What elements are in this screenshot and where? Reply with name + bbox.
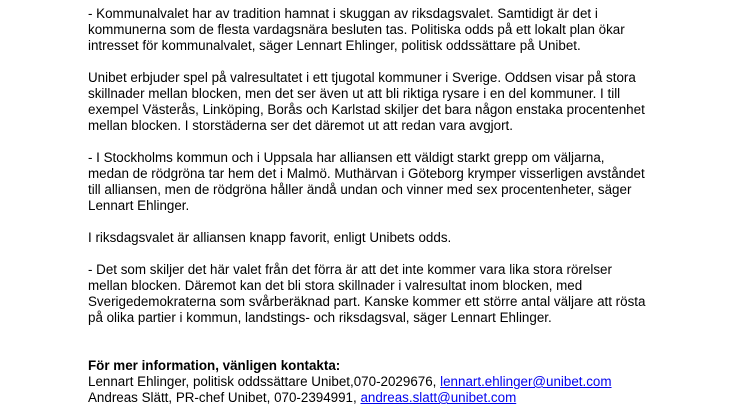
contact-andreas-text: Andreas Slätt, PR-chef Unibet, 070-2394991, xyxy=(88,390,361,405)
contact-section xyxy=(88,358,648,406)
email-link-lennart[interactable]: lennart.ehlinger@unibet.com xyxy=(440,374,612,389)
email-link-andreas[interactable]: andreas.slatt@unibet.com xyxy=(360,390,517,405)
paragraph-riksdagsval: I riksdagsvalet är alliansen knapp favorit, enligt Unibets odds. xyxy=(88,230,452,245)
paragraph-stockholm-uppsala: - I Stockholms kommun och i Uppsala har alliansen ett väldigt starkt grepp om väljarna, medan de rödgröna tar hem det i Malmö. Muthärvan i Göteborg krymper visserligen avståndet till alliansen, men de rödgröna håller ändå undan och vinner med sex procentenheter, säger Lennart Ehlinger. xyxy=(88,150,645,213)
paragraph-kommunalval: - Kommunalvalet har av tradition hamnat i skuggan av riksdagsvalet. Samtidigt är det i kommunerna som de flesta vardagsnära besluten tas. Politiska odds på ett lokalt plan ökar intresset för kommunalvalet, säger Lennart Ehlinger, politisk oddssättare på Unibet. xyxy=(88,6,625,53)
press-release-body xyxy=(88,6,648,406)
contact-andreas xyxy=(88,390,648,406)
contact-lennart-text: Lennart Ehlinger, politisk oddssättare Unibet,070-2029676, xyxy=(88,374,441,389)
paragraph-blocken: - Det som skiljer det här valet från det förra är att det inte kommer vara lika stora rörelser mellan blocken. Däremot kan det bli stora skillnader i valresultat inom blocken, med Sverigedemokraterna som svårberäknad part. Kanske kommer ett större antal väljare att rösta på olika partier i kommun, landstings- och riksdagsval, säger Lennart Ehlinger. xyxy=(88,262,646,325)
contact-lennart xyxy=(88,374,648,390)
section-spacer xyxy=(88,342,648,358)
paragraph-unibet-odds: Unibet erbjuder spel på valresultatet i ett tjugotal kommuner i Sverige. Oddsen visar på stora skillnader mellan blocken, men det ser även ut att bli riktiga rysare i en del kommuner. I till exempel Västerås, Linköping, Borås och Karlstad skiljer det bara någon enstaka procentenhet mellan blocken. I storstäderna ser det däremot ut att redan vara avgjort. xyxy=(88,70,645,133)
contact-heading: För mer information, vänligen kontakta: xyxy=(88,358,341,373)
